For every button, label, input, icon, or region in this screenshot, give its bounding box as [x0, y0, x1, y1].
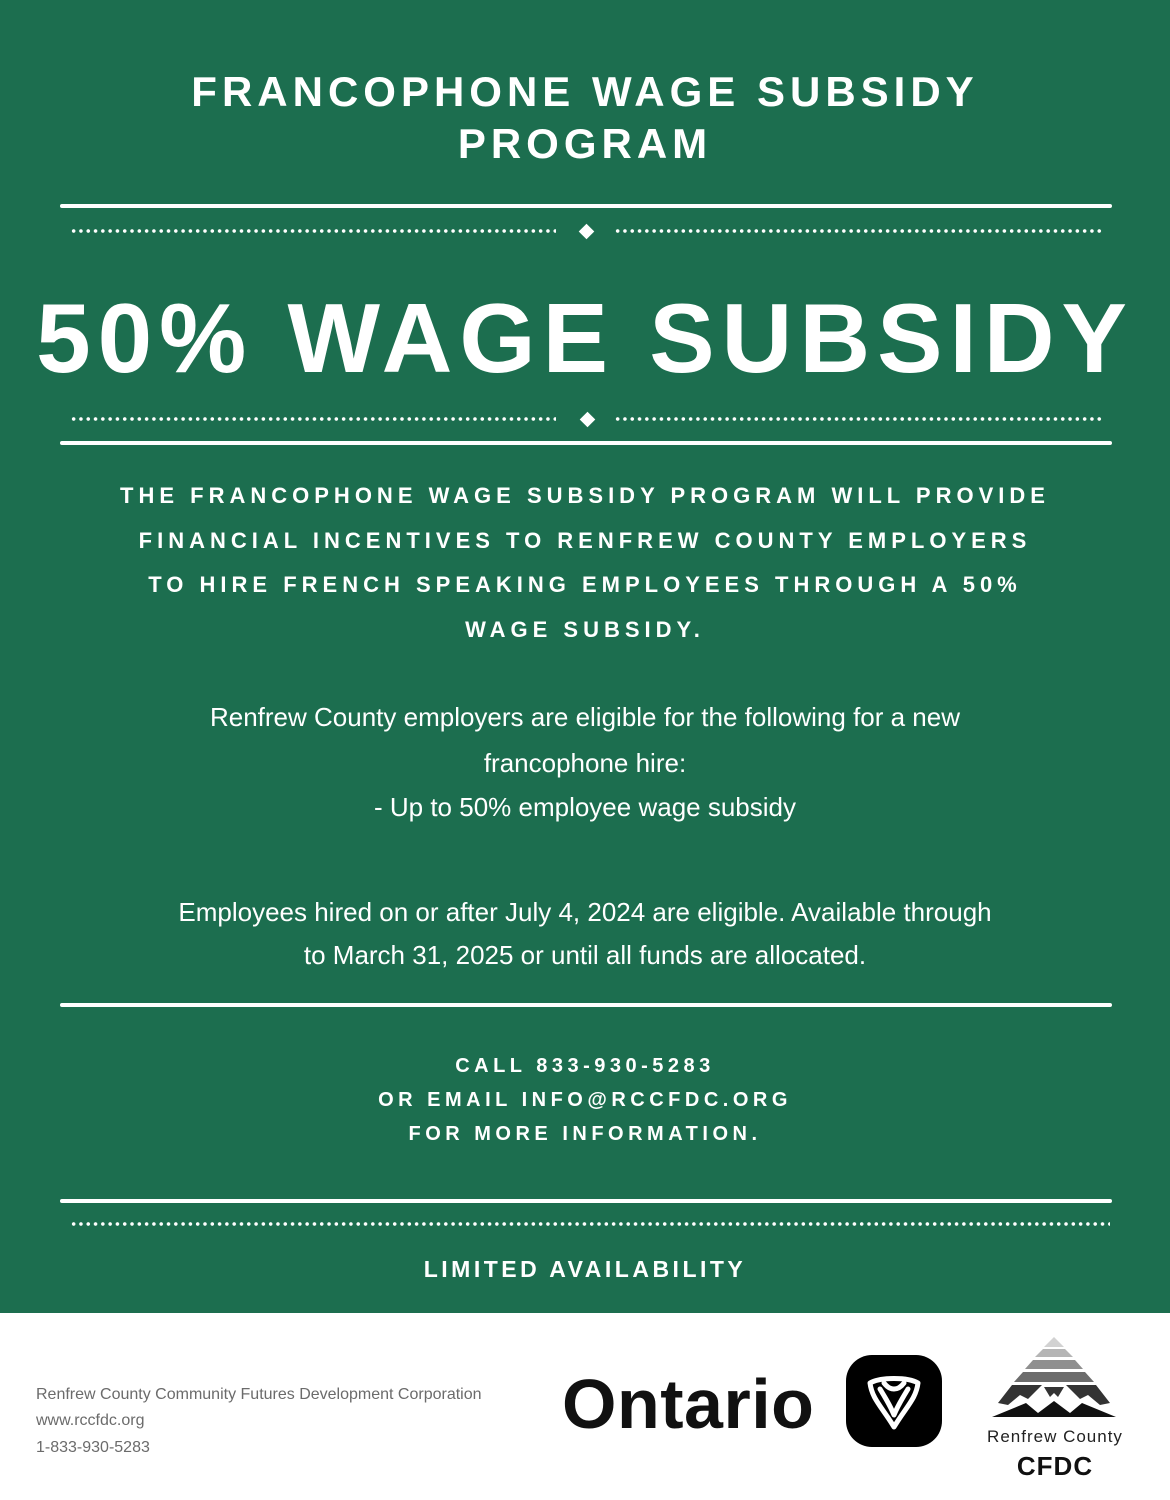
divider-rule: [60, 1199, 1112, 1203]
dotted-divider-right: [614, 417, 1102, 421]
program-title-line-2: PROGRAM: [457, 120, 713, 167]
diamond-ornament: [580, 412, 596, 428]
dates-text: to March 31, 2025 or until all funds are allocated.: [303, 940, 867, 970]
cfdc-name: Renfrew County: [987, 1427, 1123, 1446]
ontario-wordmark: Ontario: [562, 1365, 815, 1443]
dotted-divider: [70, 1222, 1110, 1226]
dates-text: Employees hired on or after July 4, 2024 are eligible. Available through: [178, 897, 992, 927]
program-title-line-1: FRANCOPHONE WAGE SUBSIDY: [191, 68, 979, 115]
eligibility-text: francophone hire:: [483, 748, 687, 778]
ontario-trillium-icon: [846, 1355, 942, 1447]
divider-rule: [60, 441, 1112, 445]
description-line: FINANCIAL INCENTIVES TO RENFREW COUNTY EMPLOYERS: [138, 528, 1032, 553]
headline: 50% WAGE SUBSIDY: [36, 283, 1134, 393]
description-line: WAGE SUBSIDY.: [465, 617, 705, 642]
cfdc-mountain-logo: [990, 1337, 1118, 1419]
contact-phone: CALL 833-930-5283: [455, 1055, 715, 1077]
description-line: TO HIRE FRENCH SPEAKING EMPLOYEES THROUGH A 50%: [148, 572, 1022, 597]
cfdc-abbreviation: CFDC: [1016, 1451, 1094, 1481]
diamond-ornament: [579, 224, 595, 240]
footer-phone: 1-833-930-5283: [36, 1439, 150, 1456]
footer-website: www.rccfdc.org: [36, 1412, 145, 1429]
dotted-divider-left: [70, 229, 556, 233]
divider-rule: [60, 204, 1112, 208]
limited-availability: LIMITED AVAILABILITY: [423, 1256, 747, 1282]
contact-email: OR EMAIL INFO@RCCFDC.ORG: [378, 1089, 792, 1111]
divider-rule: [60, 1003, 1112, 1007]
eligibility-text: Renfrew County employers are eligible for the following for a new: [209, 702, 961, 732]
dotted-divider-left: [70, 417, 556, 421]
footer-organization: Renfrew County Community Futures Development Corporation: [36, 1386, 482, 1403]
description-line: THE FRANCOPHONE WAGE SUBSIDY PROGRAM WILL PROVIDE: [120, 483, 1050, 508]
dotted-divider-right: [614, 229, 1102, 233]
eligibility-bullet: - Up to 50% employee wage subsidy: [373, 792, 796, 822]
contact-more-info: FOR MORE INFORMATION.: [408, 1123, 762, 1145]
